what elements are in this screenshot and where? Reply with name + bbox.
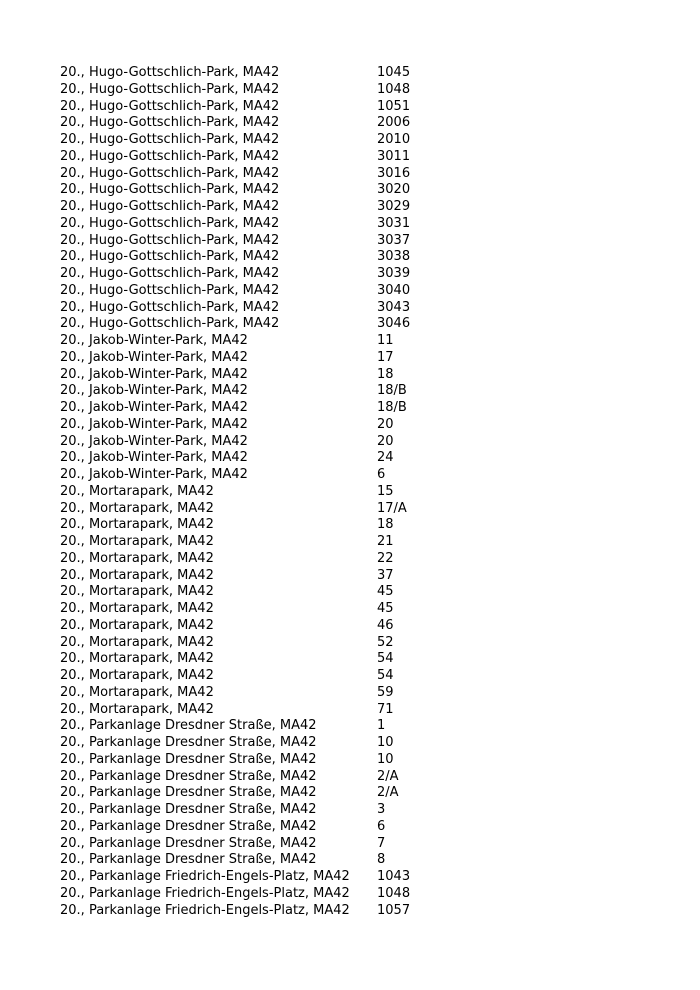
list-item bbox=[60, 467, 440, 484]
location-number: 15 bbox=[377, 483, 394, 499]
location-text: 20., Jakob-Winter-Park, MA42 bbox=[60, 349, 248, 365]
location-number: 3040 bbox=[377, 282, 411, 298]
location-number: 52 bbox=[377, 634, 394, 650]
list-item bbox=[60, 400, 440, 417]
location-number: 20 bbox=[377, 416, 394, 432]
list-item bbox=[60, 534, 440, 551]
location-text: 20., Hugo-Gottschlich-Park, MA42 bbox=[60, 98, 280, 114]
location-number: 54 bbox=[377, 668, 394, 683]
list-item bbox=[60, 367, 440, 384]
location-number: 3043 bbox=[377, 299, 411, 315]
list-item bbox=[60, 685, 440, 702]
location-number: 8 bbox=[377, 852, 386, 868]
list-item bbox=[60, 417, 440, 434]
list-item bbox=[60, 735, 440, 752]
location-number: 45 bbox=[377, 584, 394, 600]
list-item bbox=[60, 233, 440, 250]
location-text: 20., Parkanlage Dresdner Straße, MA42 bbox=[60, 718, 317, 734]
location-text: 20., Parkanlage Friedrich-Engels-Platz, MA42 bbox=[60, 885, 350, 901]
list-item bbox=[60, 819, 440, 836]
location-number: 11 bbox=[377, 333, 394, 348]
list-item bbox=[60, 216, 440, 233]
list-item bbox=[60, 769, 440, 786]
list-item bbox=[60, 601, 440, 618]
list-item bbox=[60, 249, 440, 266]
location-text: 20., Mortarapark, MA42 bbox=[60, 634, 214, 650]
location-text: 20., Parkanlage Dresdner Straße, MA42 bbox=[60, 818, 317, 834]
location-text: 20., Jakob-Winter-Park, MA42 bbox=[60, 333, 248, 348]
location-number: 46 bbox=[377, 617, 394, 633]
location-text: 20., Hugo-Gottschlich-Park, MA42 bbox=[60, 115, 280, 131]
location-number: 3016 bbox=[377, 165, 411, 181]
list-item bbox=[60, 166, 440, 183]
location-number: 18 bbox=[377, 366, 394, 382]
list-item bbox=[60, 785, 440, 802]
list-item bbox=[60, 182, 440, 199]
location-text: 20., Jakob-Winter-Park, MA42 bbox=[60, 433, 248, 449]
location-text: 20., Mortarapark, MA42 bbox=[60, 500, 214, 516]
location-text: 20., Mortarapark, MA42 bbox=[60, 517, 214, 533]
list-item bbox=[60, 199, 440, 216]
location-text: 20., Mortarapark, MA42 bbox=[60, 701, 214, 717]
list-item bbox=[60, 635, 440, 652]
location-text: 20., Hugo-Gottschlich-Park, MA42 bbox=[60, 299, 280, 315]
list-item bbox=[60, 333, 440, 350]
location-text: 20., Jakob-Winter-Park, MA42 bbox=[60, 400, 248, 415]
location-text: 20., Hugo-Gottschlich-Park, MA42 bbox=[60, 165, 280, 181]
location-number: 3029 bbox=[377, 199, 411, 214]
location-number: 1051 bbox=[377, 98, 411, 114]
location-number: 71 bbox=[377, 701, 394, 717]
location-number: 45 bbox=[377, 601, 394, 616]
location-text: 20., Mortarapark, MA42 bbox=[60, 601, 214, 616]
location-number: 59 bbox=[377, 684, 394, 700]
location-text: 20., Jakob-Winter-Park, MA42 bbox=[60, 383, 248, 399]
list-item bbox=[60, 517, 440, 534]
list-item bbox=[60, 383, 440, 400]
list-item bbox=[60, 718, 440, 735]
location-number: 10 bbox=[377, 735, 394, 750]
list-item bbox=[60, 434, 440, 451]
location-text: 20., Mortarapark, MA42 bbox=[60, 651, 214, 667]
location-number: 3039 bbox=[377, 266, 411, 281]
list-item bbox=[60, 852, 440, 869]
location-text: 20., Jakob-Winter-Park, MA42 bbox=[60, 416, 248, 432]
location-text: 20., Parkanlage Dresdner Straße, MA42 bbox=[60, 802, 317, 817]
location-text: 20., Hugo-Gottschlich-Park, MA42 bbox=[60, 199, 280, 214]
location-text: 20., Hugo-Gottschlich-Park, MA42 bbox=[60, 182, 280, 198]
location-text: 20., Mortarapark, MA42 bbox=[60, 550, 214, 566]
location-number: 18 bbox=[377, 517, 394, 533]
location-text: 20., Hugo-Gottschlich-Park, MA42 bbox=[60, 232, 280, 248]
list-item bbox=[60, 484, 440, 501]
location-number: 3031 bbox=[377, 215, 411, 231]
location-text: 20., Parkanlage Dresdner Straße, MA42 bbox=[60, 785, 317, 801]
location-text: 20., Jakob-Winter-Park, MA42 bbox=[60, 450, 248, 466]
location-number: 1043 bbox=[377, 869, 411, 884]
location-number: 10 bbox=[377, 751, 394, 767]
location-number: 17 bbox=[377, 349, 394, 365]
location-number: 3020 bbox=[377, 182, 411, 198]
list-item bbox=[60, 903, 440, 920]
location-text: 20., Parkanlage Dresdner Straße, MA42 bbox=[60, 835, 317, 851]
location-number: 1045 bbox=[377, 65, 411, 80]
list-item bbox=[60, 115, 440, 132]
location-number: 6 bbox=[377, 467, 386, 482]
list-item bbox=[60, 501, 440, 518]
location-text: 20., Hugo-Gottschlich-Park, MA42 bbox=[60, 148, 280, 164]
location-text: 20., Hugo-Gottschlich-Park, MA42 bbox=[60, 266, 280, 281]
location-number: 7 bbox=[377, 835, 386, 851]
location-text: 20., Parkanlage Friedrich-Engels-Platz, MA42 bbox=[60, 869, 350, 884]
list-item bbox=[60, 149, 440, 166]
list-item bbox=[60, 82, 440, 99]
location-number: 17/A bbox=[377, 500, 407, 516]
location-text: 20., Hugo-Gottschlich-Park, MA42 bbox=[60, 215, 280, 231]
location-number: 2010 bbox=[377, 132, 411, 147]
list-item bbox=[60, 316, 440, 333]
location-text: 20., Mortarapark, MA42 bbox=[60, 534, 214, 549]
location-number: 20 bbox=[377, 433, 394, 449]
list-item bbox=[60, 132, 440, 149]
location-text: 20., Hugo-Gottschlich-Park, MA42 bbox=[60, 316, 280, 332]
location-list bbox=[60, 65, 440, 919]
list-item bbox=[60, 584, 440, 601]
list-item bbox=[60, 651, 440, 668]
location-text: 20., Mortarapark, MA42 bbox=[60, 617, 214, 633]
location-text: 20., Hugo-Gottschlich-Park, MA42 bbox=[60, 132, 280, 147]
list-item bbox=[60, 568, 440, 585]
location-number: 2/A bbox=[377, 785, 399, 801]
location-number: 18/B bbox=[377, 383, 407, 399]
list-item bbox=[60, 886, 440, 903]
location-text: 20., Mortarapark, MA42 bbox=[60, 483, 214, 499]
list-item bbox=[60, 283, 440, 300]
location-number: 54 bbox=[377, 651, 394, 667]
location-text: 20., Parkanlage Dresdner Straße, MA42 bbox=[60, 768, 317, 784]
list-item bbox=[60, 702, 440, 719]
list-item bbox=[60, 450, 440, 467]
location-number: 24 bbox=[377, 450, 394, 466]
location-number: 21 bbox=[377, 534, 394, 549]
location-text: 20., Hugo-Gottschlich-Park, MA42 bbox=[60, 249, 280, 265]
list-item bbox=[60, 300, 440, 317]
location-text: 20., Mortarapark, MA42 bbox=[60, 684, 214, 700]
location-text: 20., Mortarapark, MA42 bbox=[60, 567, 214, 583]
location-number: 3 bbox=[377, 802, 386, 817]
location-number: 2/A bbox=[377, 768, 399, 784]
location-number: 18/B bbox=[377, 400, 407, 415]
location-number: 1048 bbox=[377, 81, 411, 97]
list-item bbox=[60, 802, 440, 819]
location-text: 20., Parkanlage Dresdner Straße, MA42 bbox=[60, 751, 317, 767]
list-item bbox=[60, 266, 440, 283]
location-text: 20., Parkanlage Friedrich-Engels-Platz, MA42 bbox=[60, 902, 350, 918]
location-number: 3011 bbox=[377, 148, 411, 164]
location-number: 6 bbox=[377, 818, 386, 834]
list-item bbox=[60, 668, 440, 685]
location-number: 37 bbox=[377, 567, 394, 583]
location-text: 20., Hugo-Gottschlich-Park, MA42 bbox=[60, 65, 280, 80]
location-number: 1 bbox=[377, 718, 386, 734]
location-number: 3046 bbox=[377, 316, 411, 332]
list-item bbox=[60, 618, 440, 635]
list-item bbox=[60, 869, 440, 886]
list-item bbox=[60, 752, 440, 769]
location-number: 1057 bbox=[377, 902, 411, 918]
location-text: 20., Hugo-Gottschlich-Park, MA42 bbox=[60, 282, 280, 298]
list-item bbox=[60, 551, 440, 568]
list-item bbox=[60, 65, 440, 82]
location-text: 20., Jakob-Winter-Park, MA42 bbox=[60, 366, 248, 382]
location-number: 1048 bbox=[377, 885, 411, 901]
location-text: 20., Mortarapark, MA42 bbox=[60, 668, 214, 683]
location-number: 3037 bbox=[377, 232, 411, 248]
location-text: 20., Mortarapark, MA42 bbox=[60, 584, 214, 600]
list-item bbox=[60, 350, 440, 367]
location-number: 3038 bbox=[377, 249, 411, 265]
location-text: 20., Parkanlage Dresdner Straße, MA42 bbox=[60, 735, 317, 750]
location-text: 20., Parkanlage Dresdner Straße, MA42 bbox=[60, 852, 317, 868]
location-text: 20., Jakob-Winter-Park, MA42 bbox=[60, 467, 248, 482]
list-item bbox=[60, 836, 440, 853]
location-number: 22 bbox=[377, 550, 394, 566]
location-text: 20., Hugo-Gottschlich-Park, MA42 bbox=[60, 81, 280, 97]
location-number: 2006 bbox=[377, 115, 411, 131]
list-item bbox=[60, 99, 440, 116]
